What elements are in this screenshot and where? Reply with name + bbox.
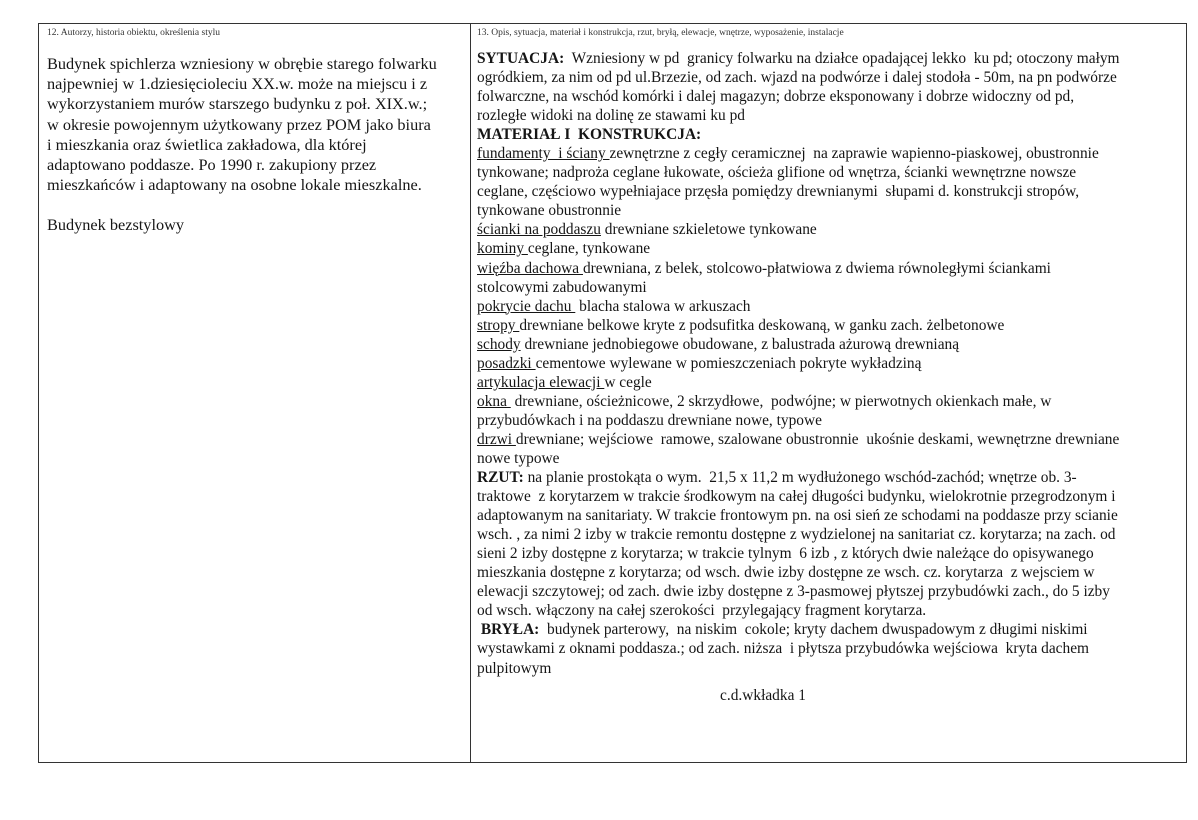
description-line (477, 430, 1189, 449)
heading-label: SYTUACJA: (477, 50, 565, 67)
description-line (477, 620, 1189, 639)
section-12-header: 12. Autorzy, historia obiektu, określenia stylu (47, 28, 220, 38)
description-text: przybudówkach i na poddaszu drewniane nowe, typowe (477, 411, 822, 429)
description-line (477, 659, 1189, 678)
description-line (477, 106, 1189, 125)
description-line (477, 239, 1189, 258)
description-line (477, 278, 1189, 297)
description-text: tynkowane obustronnie (477, 202, 622, 220)
term-label: schody (477, 335, 521, 353)
description-text: drewniane belkowe kryte z podsufitka deskowaną, w ganku zach. żelbetonowe (519, 316, 1005, 334)
description-line (477, 201, 1189, 220)
description-line (477, 487, 1189, 506)
history-line: adaptowano poddasze. Po 1990 r. zakupiony przez (47, 155, 377, 175)
description-text: zewnętrzne z cegły ceramicznej na zaprawie wapienno-piaskowej, obustronnie (609, 145, 1099, 163)
description-line (477, 87, 1189, 106)
description-text: na planie prostokąta o wym. 21,5 x 11,2 m wydłużonego wschód-zachód; wnętrze ob. 3- (523, 469, 1077, 487)
term-label: więźba dachowa (477, 259, 583, 277)
description-text: elewacji szczytowej; od zach. dwie izby dostępne z 3-pasmowej płytszej przybudówki zach., do 5 izby (477, 583, 1110, 601)
description-text: pulpitowym (477, 659, 552, 677)
description-line (477, 68, 1189, 87)
description-line (477, 392, 1189, 411)
history-line: mieszkańców i adaptowany na osobne lokale mieszkalne. (47, 175, 422, 195)
description-text: od wsch. włączony na całej szerokości przylegający fragment korytarza. (477, 602, 927, 620)
description-text: drewniane, ościeżnicowe, 2 skrzydłowe, podwójne; w pierwotnych okienkach małe, w (510, 392, 1052, 410)
history-line: Budynek spichlerza wzniesiony w obrębie starego folwarku (47, 54, 437, 73)
description-line (477, 335, 1189, 354)
description-text: sieni 2 izby dostępne z korytarza; w trakcie tylnym 6 izb , z których dwie należące do opisywanego (477, 545, 1094, 563)
description-text: ceglane, tynkowane (527, 240, 651, 258)
term-label: artykulacja elewacji (477, 373, 605, 391)
description-line (477, 582, 1189, 601)
heading-label: MATERIAŁ I KONSTRUKCJA: (477, 126, 702, 144)
history-line: w okresie powojennym użytkowany przez POM jako biura (47, 114, 431, 134)
description-line (477, 411, 1189, 430)
description-line (477, 449, 1189, 468)
description-line (477, 316, 1189, 335)
description-line (477, 163, 1189, 182)
description-line (477, 639, 1189, 658)
term-label: kominy (477, 240, 528, 258)
description-line (477, 297, 1189, 316)
history-text (47, 54, 467, 195)
description-text: blacha stalowa w arkuszach (575, 297, 751, 315)
description-text: tynkowane; nadproża ceglane łukowate, ościeża glifione od wnętrza, ścianki wewnętrzne nowsze (477, 164, 1077, 182)
description-text: drewniane szkieletowe tynkowane (600, 221, 817, 239)
term-label: posadzki (477, 354, 536, 372)
term-label: ścianki na poddaszu (477, 221, 601, 239)
description-text: ceglane, częściowo wypełniajace przęsła pomiędzy drewnianymi słupami d. konstrukcji stropów, (477, 183, 1080, 201)
term-label: stropy (477, 316, 520, 334)
description-section (477, 49, 1189, 705)
description-text: ogródkiem, za nim od pd ul.Brzezie, od zach. wjazd na podwórze i dalej stodoła - 50m, na pn podwórze (477, 69, 1117, 87)
description-text: stolcowymi zabudowanymi (477, 278, 647, 296)
heading-label: RZUT: (477, 469, 524, 487)
history-line: wykorzystaniem murów starszego budynku z poł. XIX.w.; (47, 94, 428, 114)
column-divider (470, 24, 471, 762)
description-text: cementowe wylewane w pomieszczeniach pokryte wykładziną (535, 354, 922, 372)
description-line (477, 506, 1189, 525)
description-text: traktowe z korytarzem w trakcie środkowym na całej długości budynku, wielokrotnie przegrodzonym i (477, 488, 1116, 506)
description-line (477, 544, 1189, 563)
description-text: rozległe widoki na dolinę ze stawami ku pd (477, 107, 745, 125)
heading-label: BRYŁA: (477, 621, 540, 639)
description-text: w cegle (604, 373, 652, 391)
description-line (477, 49, 1189, 68)
description-text: budynek parterowy, na niskim cokole; kryty dachem dwuspadowym z długimi niskimi (539, 621, 1088, 639)
description-line (477, 525, 1189, 544)
description-text: folwarczne, na wschód komórki i dalej magazyn; dobrze eksponowany i dobrze widoczny od pd, (477, 88, 1075, 106)
term-label: drzwi (477, 430, 516, 448)
continuation-note: c.d.wkładka 1 (720, 686, 806, 704)
term-label: fundamenty i ściany (477, 145, 610, 163)
history-section (47, 54, 467, 236)
description-line (477, 468, 1189, 487)
description-text: mieszkania dostępne z korytarza; od wsch. dwie izby dostępne ze wsch. cz. korytarza z wejsciem w (477, 564, 1095, 582)
description-line (477, 563, 1189, 582)
description-text: drewniane jednobiegowe obudowane, z balustrada ażurową drewnianą (520, 335, 960, 353)
form-table (38, 23, 1187, 763)
description-line (477, 144, 1189, 163)
description-text: drewniane; wejściowe ramowe, szalowane obustronnie ukośnie deskami, wewnętrzne drewniane (515, 430, 1120, 448)
section-13-header: 13. Opis, sytuacja, materiał i konstrukcja, rzut, bryłą, elewacje, wnętrze, wyposażenie, instalacje (477, 28, 844, 38)
history-line: i mieszkania oraz świetlica zakładowa, dla której (47, 134, 367, 154)
description-line (477, 373, 1189, 392)
description-text: nowe typowe (477, 449, 560, 467)
description-line (477, 259, 1189, 278)
description-line (477, 125, 1189, 144)
description-text: drewniana, z belek, stolcowo-płatwiowa z dwiema równoległymi ściankami (582, 259, 1051, 277)
description-text: adaptowanym na sanitariaty. W trakcie frontowym pn. na osi sień ze schodami na poddasze przy scianie (477, 507, 1118, 525)
term-label: pokrycie dachu (477, 297, 576, 315)
description-line (477, 220, 1189, 239)
description-text: wystawkami z oknami poddasza.; od zach. niższa i płytsza przybudówka wejściowa kryta dachem (477, 640, 1090, 658)
description-text: wsch. , za nimi 2 izby w trakcie remontu dostępne z wydzielonej na sanitariat cz. korytarza; na zach. od (477, 526, 1116, 544)
history-line: najpewniej w 1.dziesięcioleciu XX.w. może na miejscu i z (47, 74, 428, 94)
description-line (477, 182, 1189, 201)
description-line (477, 354, 1189, 373)
description-line (477, 601, 1189, 620)
term-label: okna (477, 392, 511, 410)
style-text: Budynek bezstylowy (47, 215, 185, 235)
description-text: Wzniesiony w pd granicy folwarku na działce opadającej lekko ku pd; otoczony małym (564, 50, 1120, 67)
